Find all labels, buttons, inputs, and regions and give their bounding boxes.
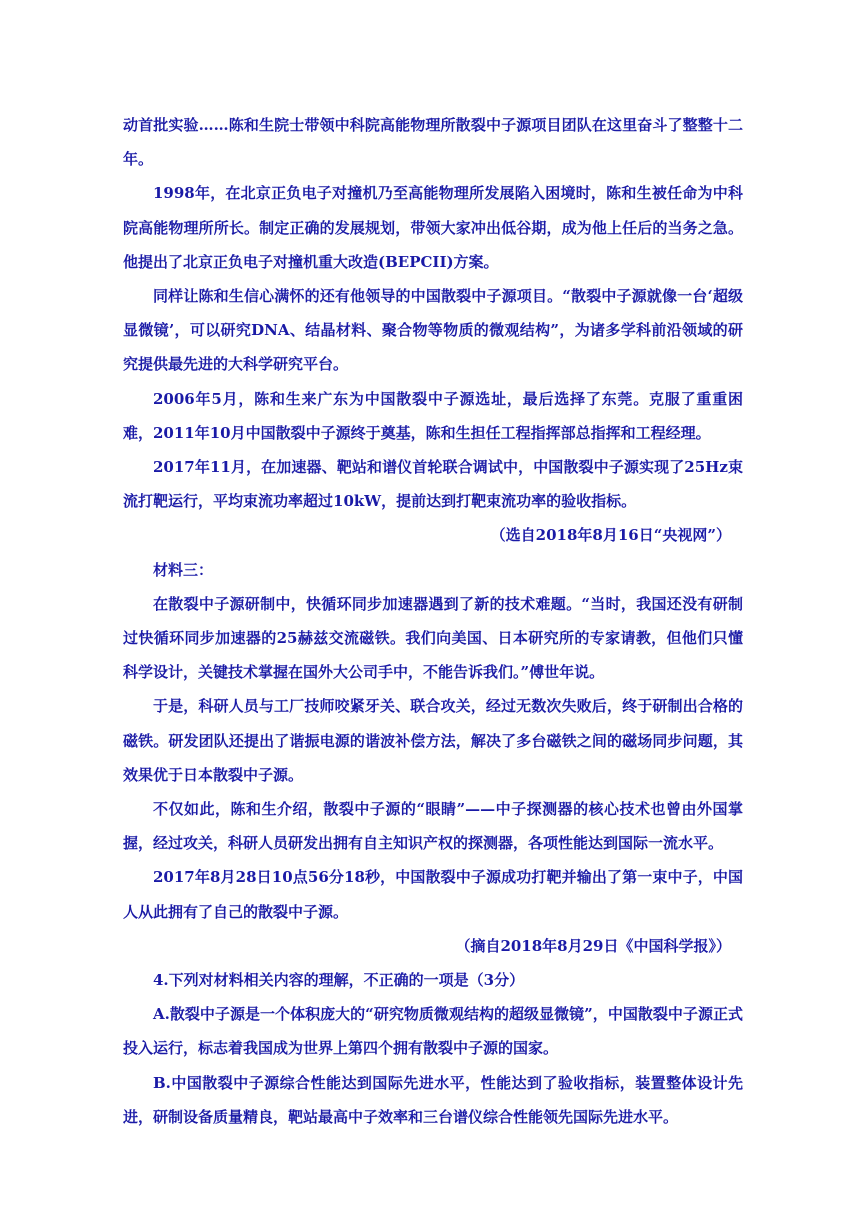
- paragraph-neutron-project: 同样让陈和生信心满怀的还有他领导的中国散裂中子源项目。“散裂中子源就像一台‘超级显微镜’，可以研究DNA、结晶材料、聚合物等物质的微观结构”，为诸多学科前沿领域的研究提供最先进的大科学研究平台。: [123, 287, 743, 374]
- paragraph-detector: 不仅如此，陈和生介绍，散裂中子源的“眼睛”——中子探测器的核心技术也曾由外国掌握，经过攻关，科研人员研发出拥有自主知识产权的探测器，各项性能达到国际一流水平。: [123, 800, 743, 853]
- option-a: A.散裂中子源是一个体积庞大的“研究物质微观结构的超级显微镜”，中国散裂中子源正式投入运行，标志着我国成为世界上第四个拥有散裂中子源的国家。: [123, 1005, 743, 1058]
- material-three-label: 材料三：: [153, 560, 214, 579]
- document-body: [123, 108, 743, 1134]
- paragraph-first-beam: 2017年8月28日10点56分18秒，中国散裂中子源成功打靶并输出了第一束中子，中国人从此拥有了自己的散裂中子源。: [123, 868, 743, 921]
- question-4: 4.下列对材料相关内容的理解，不正确的一项是（3分）: [153, 971, 525, 990]
- paragraph-continued: 动首批实验……陈和生院士带领中科院高能物理所散裂中子源项目团队在这里奋斗了整整十二年。: [123, 116, 743, 169]
- paragraph-magnet-problem: 在散裂中子源研制中，快循环同步加速器遇到了新的技术难题。“当时，我国还没有研制过快循环同步加速器的25赫兹交流磁铁。我们向美国、日本研究所的专家请教，但他们只懂科学设计，关键技术掌握在国外大公司手中，不能告诉我们。”傅世年说。: [123, 594, 743, 682]
- source-citation-2: （摘自2018年8月29日《中国科学报》）: [455, 936, 731, 955]
- paragraph-2006: 2006年5月，陈和生来广东为中国散裂中子源选址，最后选择了东莞。克服了重重困难，2011年10月中国散裂中子源终于奠基，陈和生担任工程指挥部总指挥和工程经理。: [123, 389, 743, 442]
- paragraph-magnet-solution: 于是，科研人员与工厂技师咬紧牙关、联合攻关，经过无数次失败后，终于研制出合格的磁铁。研发团队还提出了谐振电源的谐波补偿方法，解决了多台磁铁之间的磁场同步问题，其效果优于日本散裂中子源。: [123, 697, 743, 784]
- paragraph-1998: 1998年，在北京正负电子对撞机乃至高能物理所发展陷入困境时，陈和生被任命为中科院高能物理所所长。制定正确的发展规划，带领大家冲出低谷期，成为他上任后的当务之急。他提出了北京正负电子对撞机重大改造(BEPCII)方案。: [123, 184, 743, 271]
- paragraph-2017-nov: 2017年11月，在加速器、靶站和谱仪首轮联合调试中，中国散裂中子源实现了25Hz束流打靶运行，平均束流功率超过10kW，提前达到打靶束流功率的验收指标。: [123, 458, 743, 511]
- source-citation-1: （选自2018年8月16日“央视网”）: [490, 526, 731, 545]
- option-b: B.中国散裂中子源综合性能达到国际先进水平，性能达到了验收指标，装置整体设计先进，研制设备质量精良，靶站最高中子效率和三台谱仪综合性能领先国际先进水平。: [123, 1073, 743, 1126]
